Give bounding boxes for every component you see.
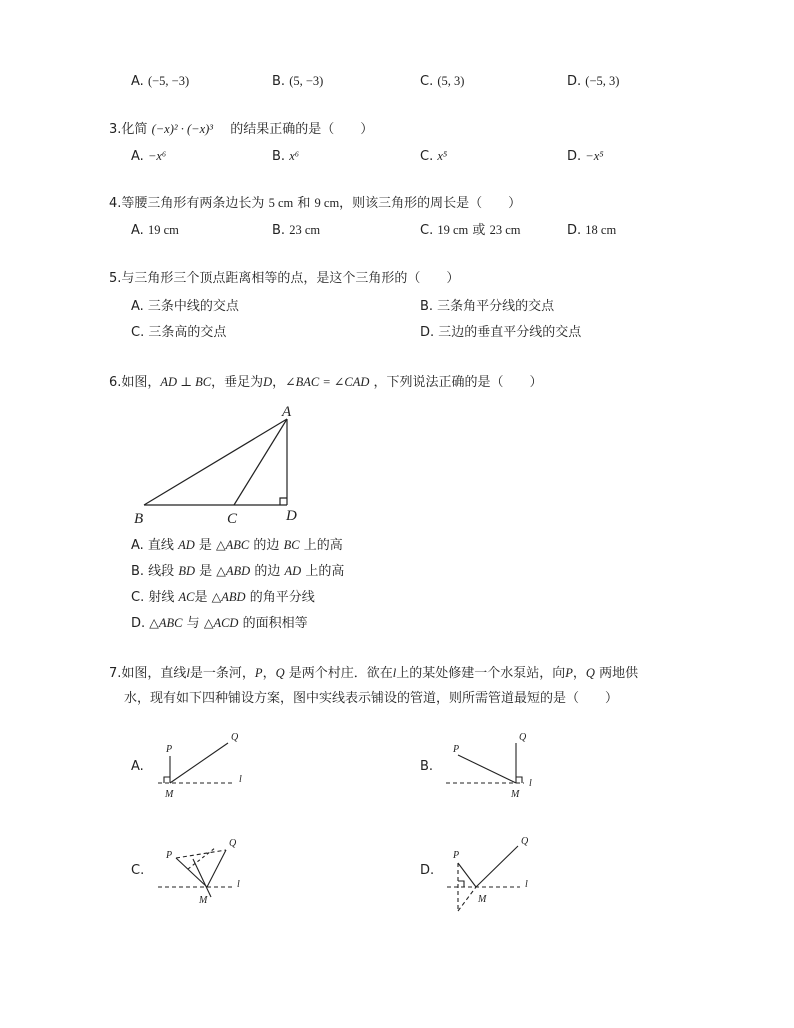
question-stem: 3.化简 (−x)² · (−x)³ 的结果正确的是（ ） <box>109 122 374 137</box>
pipe-pm <box>458 863 476 887</box>
option-c: C. x⁵ <box>420 149 448 164</box>
right-angle-mark <box>458 881 464 887</box>
option-b: B. (5, −3) <box>272 74 324 89</box>
label-m: M <box>511 789 520 800</box>
option-c: C. 19 cm 或 23 cm <box>420 223 521 238</box>
label-q: Q <box>231 732 239 743</box>
option-c: C. 射线 AC是 △ABD 的角平分线 <box>131 590 315 605</box>
question-stem-line-1: 7.如图，直线l是一条河，P，Q 是两个村庄．欲在l上的某处修建一个水泵站，向P，Q 两地供 <box>109 666 639 681</box>
option-b: B. x⁶ <box>272 149 300 164</box>
option-a: A. 三条中线的交点 <box>131 299 239 314</box>
option-c: C. 三条高的交点 <box>131 325 227 340</box>
label-b: B <box>134 511 144 527</box>
label-l: l <box>239 774 242 785</box>
label-m: M <box>478 894 487 905</box>
option-a: A. −x⁶ <box>131 149 167 164</box>
reflection-dashed <box>458 887 476 911</box>
label-q: Q <box>521 836 529 847</box>
label-p: P <box>166 850 173 861</box>
label-l: l <box>529 778 532 789</box>
label-a: A <box>282 404 292 420</box>
option-a: A. 19 cm <box>131 223 179 238</box>
figure-c-letter: C. <box>131 863 145 878</box>
option-a: A. 直线 AD 是 △ABC 的边 BC 上的高 <box>131 538 343 553</box>
label-q: Q <box>519 732 527 743</box>
question-stem: 5.与三角形三个顶点距离相等的点，是这个三角形的（ ） <box>109 271 460 286</box>
label-m: M <box>165 789 174 800</box>
question-stem-line-2: 水，现有如下四种铺设方案，图中实线表示铺设的管道，则所需管道最短的是（ ） <box>124 691 619 706</box>
question-stem: 6.如图，AD ⊥ BC，垂足为D，∠BAC = ∠CAD ，下列说法正确的是（ ） <box>109 375 543 390</box>
option-c: C. (5, 3) <box>420 74 465 89</box>
option-a: A. (−5, −3) <box>131 74 190 89</box>
figure-b-letter: B. <box>420 759 434 774</box>
figure-d-letter: D. <box>420 863 435 878</box>
option-b: B. 线段 BD 是 △ABD 的边 AD 上的高 <box>131 564 345 579</box>
label-p: P <box>166 744 173 755</box>
figure-a-letter: A. <box>131 759 144 774</box>
label-l: l <box>525 879 528 890</box>
label-d: D <box>286 508 297 524</box>
label-p: P <box>453 744 460 755</box>
option-b: B. 23 cm <box>272 223 321 238</box>
label-q: Q <box>229 838 237 849</box>
option-d: D. 18 cm <box>567 223 617 238</box>
label-m: M <box>199 895 208 906</box>
pipe-mq <box>476 846 518 887</box>
label-c: C <box>227 511 238 527</box>
option-d: D. −x⁵ <box>567 149 604 164</box>
option-d: D. (−5, 3) <box>567 74 620 89</box>
question-stem: 4.等腰三角形有两条边长为 5 cm 和 9 cm，则该三角形的周长是（ ） <box>109 196 522 211</box>
option-d: D. 三边的垂直平分线的交点 <box>420 325 582 340</box>
label-l: l <box>237 879 240 890</box>
label-p: P <box>453 850 460 861</box>
option-d: D. △ABC 与 △ACD 的面积相等 <box>131 616 308 631</box>
option-b: B. 三条角平分线的交点 <box>420 299 555 314</box>
